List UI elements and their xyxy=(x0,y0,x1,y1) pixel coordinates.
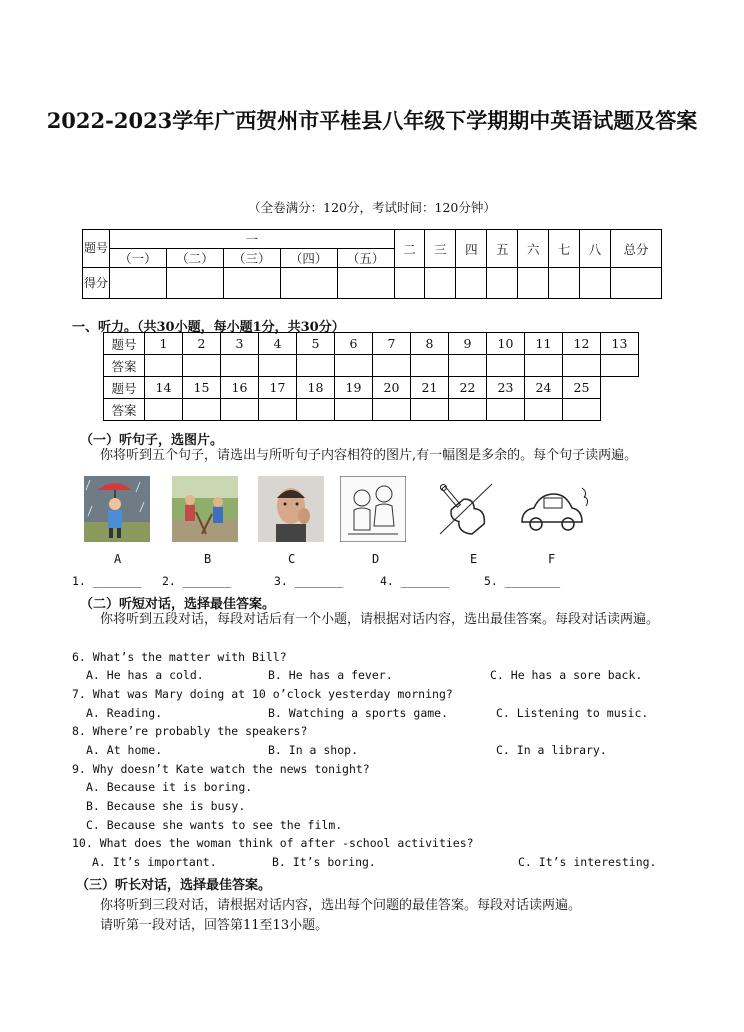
score-table: 题号 一 二 三 四 五 六 七 八 总分 （一） （二） （三） （四） （五） 得分 xyxy=(82,229,662,299)
question-number-cell: 11 xyxy=(525,333,563,355)
question-number-cell: 21 xyxy=(411,377,449,399)
answer-cell[interactable] xyxy=(221,399,259,421)
score-cell[interactable] xyxy=(611,268,662,299)
section-listening-heading: 一、听力。（共30小题，每小题1分，共30分） xyxy=(72,320,345,335)
question-number-cell: 7 xyxy=(373,333,411,355)
answer-cell[interactable] xyxy=(525,355,563,377)
question-number-cell: 19 xyxy=(335,377,373,399)
question-number-cell: 2 xyxy=(183,333,221,355)
question-number-cell: 16 xyxy=(221,377,259,399)
part3-sub-instructions: 请听第一段对话，回答第11至13小题。 xyxy=(100,918,329,933)
score-cell[interactable] xyxy=(456,268,487,299)
part3-instructions: 你将听到三段对话，请根据对话内容，选出每个问题的最佳答案。每段对话读两遍。 xyxy=(100,898,582,913)
score-cell[interactable] xyxy=(223,268,280,299)
answer-cell[interactable] xyxy=(335,355,373,377)
answer-table: 题号 1 2 3 4 5 6 7 8 9 10 11 12 13 答案 题号 14 15 16 17 18 19 20 21 22 23 24 25 答案 xyxy=(103,332,639,421)
question-number-cell: 24 xyxy=(525,377,563,399)
answer-cell[interactable] xyxy=(411,355,449,377)
part2-heading: （二）听短对话，选择最佳答案。 xyxy=(80,597,276,612)
answer-cell[interactable] xyxy=(563,355,601,377)
part3-heading: （三）听长对话，选择最佳答案。 xyxy=(76,878,272,893)
answer-cell[interactable] xyxy=(183,399,221,421)
question-number-cell: 17 xyxy=(259,377,297,399)
picture-d-children-sketch xyxy=(340,476,406,542)
answer-cell[interactable] xyxy=(297,355,335,377)
score-cell[interactable] xyxy=(487,268,518,299)
picture-b-people-sweeping xyxy=(172,476,238,542)
picture-c-man-with-toothache xyxy=(258,476,324,542)
answer-cell[interactable] xyxy=(563,399,601,421)
answer-cell[interactable] xyxy=(373,355,411,377)
score-cell[interactable] xyxy=(109,268,166,299)
answer-cell[interactable] xyxy=(145,355,183,377)
part2-instructions: 你将听到五段对话，每段对话后有一个小题，请根据对话内容，选出最佳答案。每段对话读两遍。 xyxy=(100,612,660,627)
question-number-cell: 8 xyxy=(411,333,449,355)
question-number-cell: 15 xyxy=(183,377,221,399)
score-row-label: 得分 xyxy=(83,268,110,299)
answer-cell[interactable] xyxy=(449,399,487,421)
answer-blank[interactable]: 2. _______ xyxy=(162,574,232,588)
score-cell[interactable] xyxy=(337,268,394,299)
score-cell[interactable] xyxy=(549,268,580,299)
part1-instructions: 你将听到五个句子，请选出与所听句子内容相符的图片,有一幅图是多余的。每个句子读两遍。 xyxy=(100,448,638,463)
score-cell[interactable] xyxy=(280,268,337,299)
answer-cell[interactable] xyxy=(335,399,373,421)
question-number-cell: 20 xyxy=(373,377,411,399)
answer-cell[interactable] xyxy=(297,399,335,421)
answer-cell[interactable] xyxy=(183,355,221,377)
answer-cell[interactable] xyxy=(259,399,297,421)
question-number-cell: 10 xyxy=(487,333,525,355)
answer-blank[interactable]: 4. _______ xyxy=(380,574,450,588)
exam-info: （全卷满分：120分，考试时间：120分钟） xyxy=(248,200,496,215)
question-number-cell: 25 xyxy=(563,377,601,399)
answer-cell[interactable] xyxy=(259,355,297,377)
question-number-cell: 1 xyxy=(145,333,183,355)
question-number-cell: 13 xyxy=(601,333,639,355)
question-number-cell: 12 xyxy=(563,333,601,355)
picture-f-car xyxy=(514,476,594,542)
answer-blank[interactable]: 5. ________ xyxy=(484,574,561,588)
answer-blank[interactable]: 1. _______ xyxy=(72,574,142,588)
score-cell[interactable] xyxy=(518,268,549,299)
answer-cell[interactable] xyxy=(411,399,449,421)
answer-cell[interactable] xyxy=(525,399,563,421)
page-title: 2022-2023学年广西贺州市平桂县八年级下学期期中英语试题及答案 xyxy=(46,108,698,133)
question-number-cell: 9 xyxy=(449,333,487,355)
answer-cell[interactable] xyxy=(373,399,411,421)
score-table-header: 题号 xyxy=(83,230,110,268)
picture-a-girl-in-rain xyxy=(84,476,150,542)
score-cell[interactable] xyxy=(166,268,223,299)
answer-cell[interactable] xyxy=(145,399,183,421)
answer-cell[interactable] xyxy=(487,399,525,421)
answer-cell[interactable] xyxy=(221,355,259,377)
score-cell[interactable] xyxy=(425,268,456,299)
answer-blank[interactable]: 3. _______ xyxy=(274,574,344,588)
question-number-cell: 14 xyxy=(145,377,183,399)
picture-e-violin xyxy=(426,476,502,542)
part1-heading: （一）听句子，选图片。 xyxy=(80,433,224,448)
score-total: 总分 xyxy=(611,230,662,268)
score-part-one: 一 xyxy=(109,230,394,249)
question-number-cell: 3 xyxy=(221,333,259,355)
answer-cell[interactable] xyxy=(487,355,525,377)
question-number-cell: 22 xyxy=(449,377,487,399)
score-cell[interactable] xyxy=(394,268,425,299)
question-number-cell: 18 xyxy=(297,377,335,399)
score-cell[interactable] xyxy=(580,268,611,299)
question-number-cell: 6 xyxy=(335,333,373,355)
question-number-cell: 4 xyxy=(259,333,297,355)
answer-cell[interactable] xyxy=(449,355,487,377)
question-number-cell: 23 xyxy=(487,377,525,399)
answer-cell[interactable] xyxy=(601,355,639,377)
question-number-cell: 5 xyxy=(297,333,335,355)
